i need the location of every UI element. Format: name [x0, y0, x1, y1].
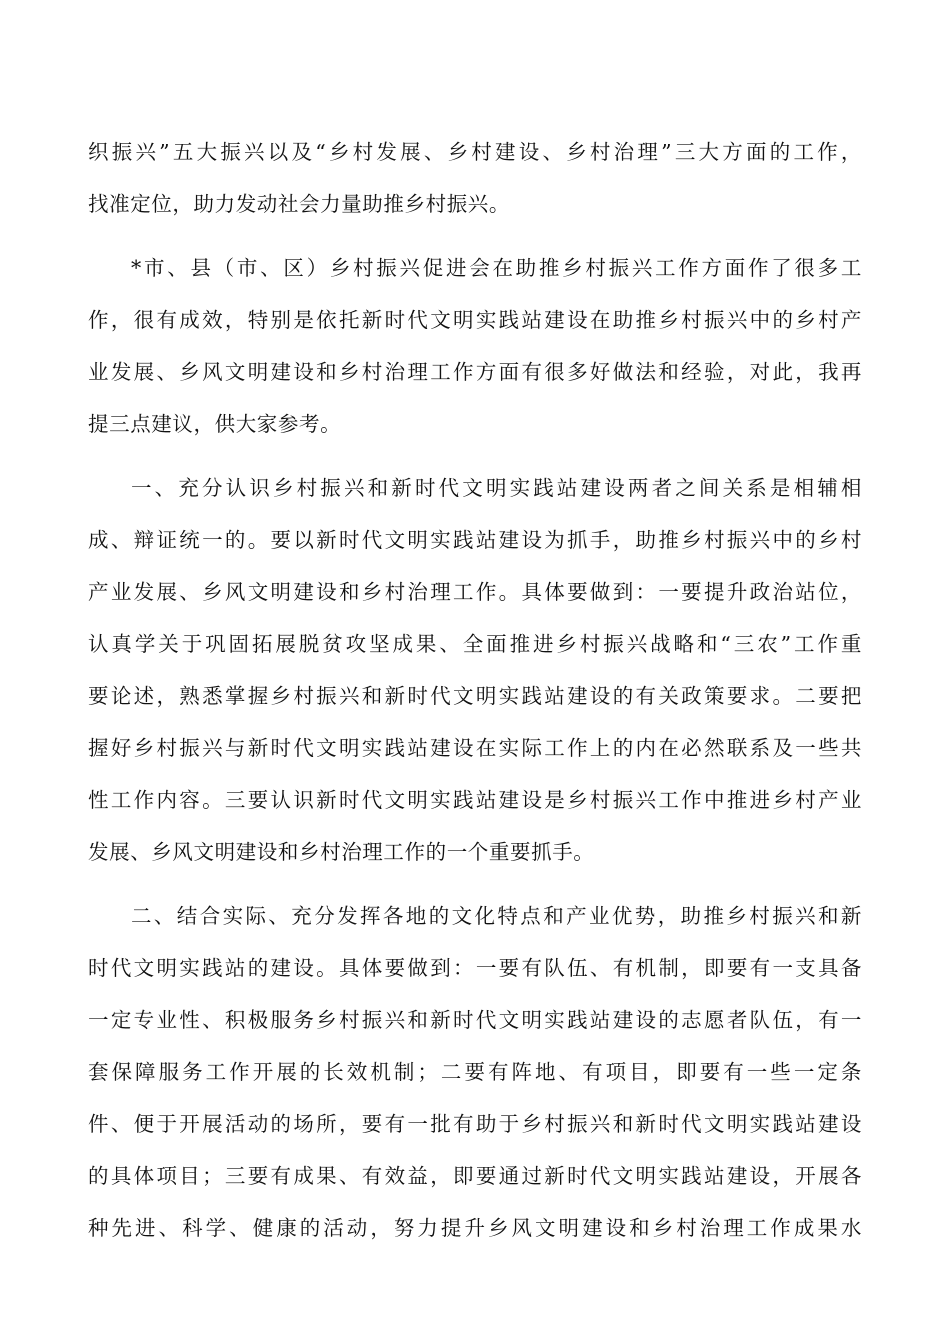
- text-line: 时代文明实践站的建设。具体要做到：一要有队伍、有机制，即要有一支具备: [88, 956, 862, 980]
- text-line: 发展、乡风文明建设和乡村治理工作的一个重要抓手。: [88, 840, 595, 864]
- text-line: 认真学关于巩固拓展脱贫攻坚成果、全面推进乡村振兴战略和“三农”工作重: [88, 632, 862, 656]
- document-body: [88, 126, 862, 1254]
- text-line: 作，很有成效，特别是依托新时代文明实践站建设在助推乡村振兴中的乡村产: [88, 308, 862, 332]
- text-line: 种先进、科学、健康的活动，努力提升乡风文明建设和乡村治理工作成果水: [88, 1216, 862, 1240]
- text-line: 握好乡村振兴与新时代文明实践站建设在实际工作上的内在必然联系及一些共: [88, 736, 862, 760]
- text-line: 的具体项目；三要有成果、有效益，即要通过新时代文明实践站建设，开展各: [88, 1164, 862, 1188]
- paragraph-intro: [88, 242, 862, 450]
- text-line: 一定专业性、积极服务乡村振兴和新时代文明实践站建设的志愿者队伍，有一: [88, 1008, 862, 1032]
- text-line: *市、县（市、区）乡村振兴促进会在助推乡村振兴工作方面作了很多工: [131, 256, 862, 280]
- text-line: 提三点建议，供大家参考。: [88, 412, 342, 436]
- text-line: 套保障服务工作开展的长效机制；二要有阵地、有项目，即要有一些一定条: [88, 1060, 862, 1084]
- paragraph-gap: [88, 878, 862, 890]
- text-line: 二、结合实际、充分发挥各地的文化特点和产业优势，助推乡村振兴和新: [131, 904, 862, 928]
- text-line: 一、充分认识乡村振兴和新时代文明实践站建设两者之间关系是相辅相: [131, 476, 862, 500]
- paragraph-gap: [88, 450, 862, 462]
- text-line: 找准定位，助力发动社会力量助推乡村振兴。: [88, 192, 510, 216]
- paragraph-gap: [88, 230, 862, 242]
- text-line: 要论述，熟悉掌握乡村振兴和新时代文明实践站建设的有关政策要求。二要把: [88, 684, 862, 708]
- paragraph-point-one: [88, 462, 862, 878]
- text-line: 织振兴”五大振兴以及“乡村发展、乡村建设、乡村治理”三大方面的工作，: [88, 140, 862, 164]
- text-line: 产业发展、乡风文明建设和乡村治理工作。具体要做到：一要提升政治站位，: [88, 580, 862, 604]
- text-line: 件、便于开展活动的场所，要有一批有助于乡村振兴和新时代文明实践站建设: [88, 1112, 862, 1136]
- paragraph-point-two: [88, 890, 862, 1254]
- text-line: 性工作内容。三要认识新时代文明实践站建设是乡村振兴工作中推进乡村产业: [88, 788, 862, 812]
- text-line: 业发展、乡风文明建设和乡村治理工作方面有很多好做法和经验，对此，我再: [88, 360, 862, 384]
- paragraph-continuation: [88, 126, 862, 230]
- text-line: 成、辩证统一的。要以新时代文明实践站建设为抓手，助推乡村振兴中的乡村: [88, 528, 862, 552]
